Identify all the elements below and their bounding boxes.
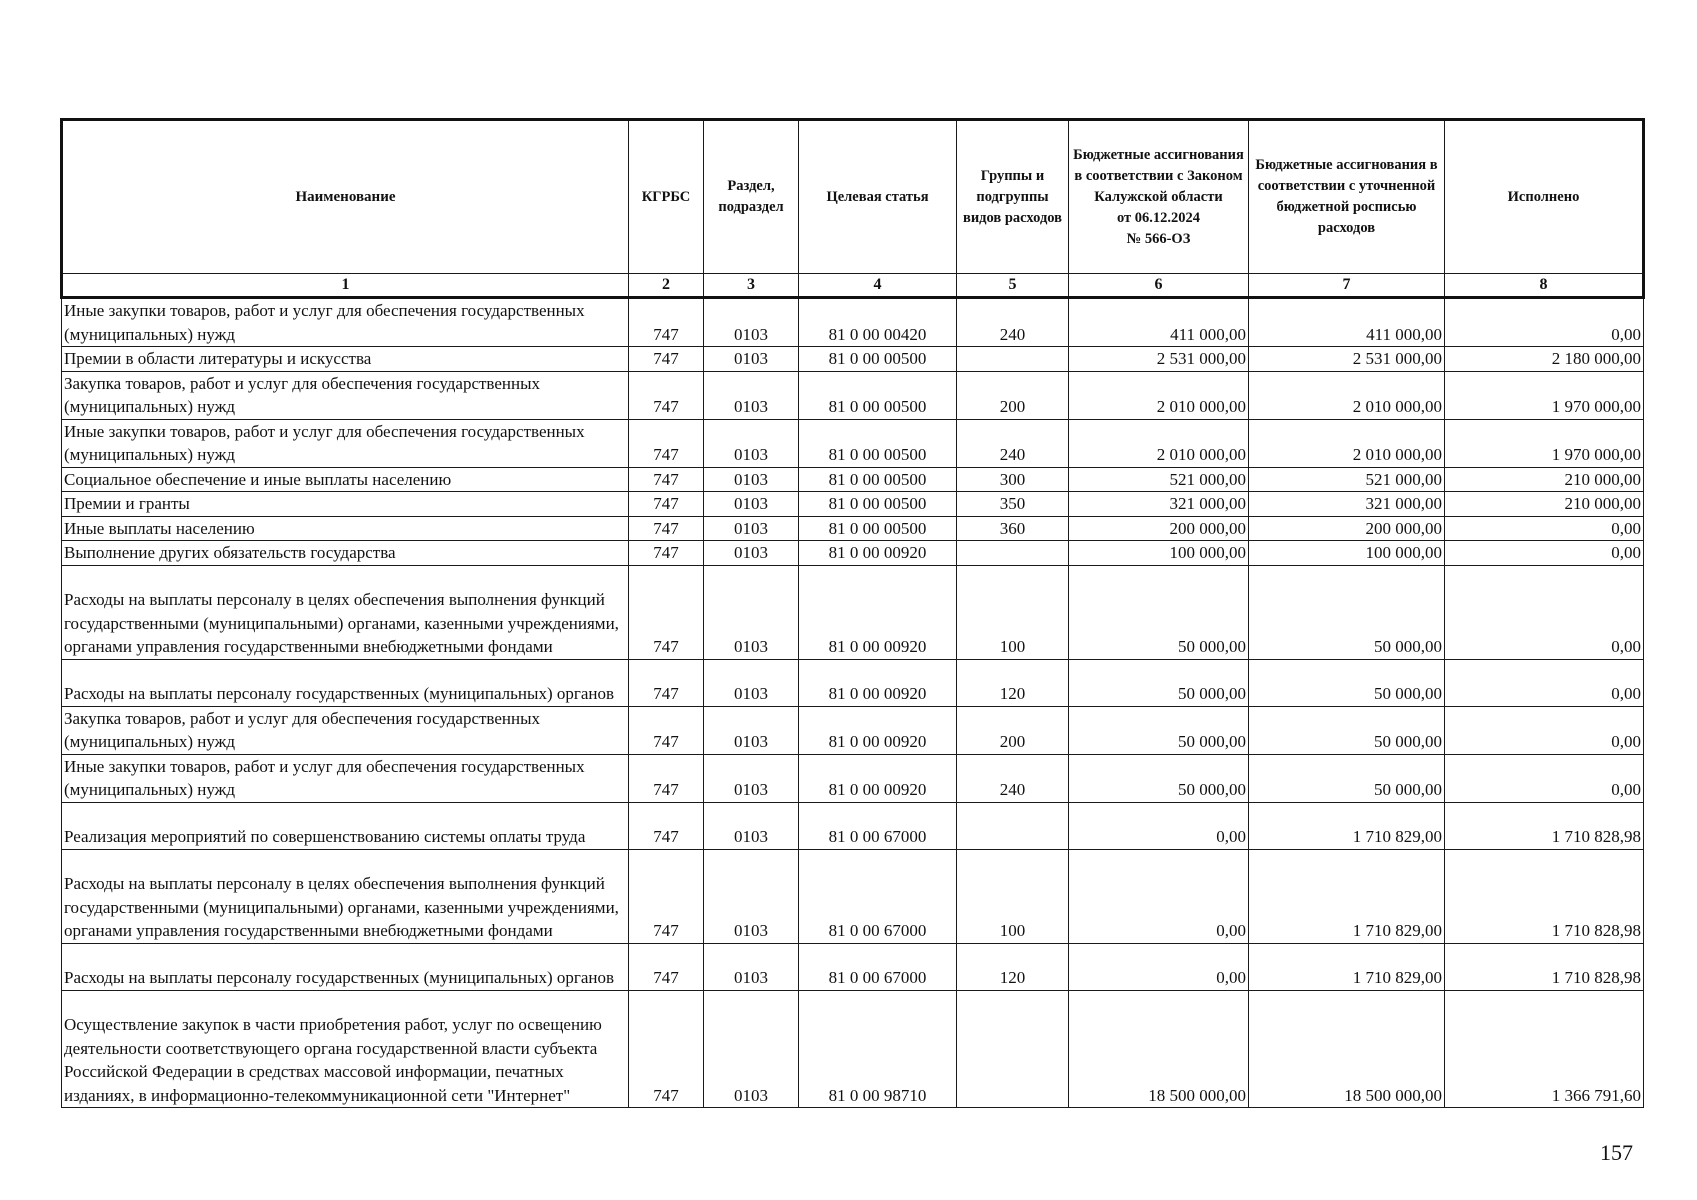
row-section: 0103 <box>704 849 799 943</box>
table-row <box>62 754 1644 802</box>
row-executed: 0,00 <box>1445 754 1644 802</box>
row-expense-group <box>957 347 1069 372</box>
row-section: 0103 <box>704 990 799 1108</box>
row-executed: 0,00 <box>1445 565 1644 659</box>
row-refined-allocation: 2 010 000,00 <box>1249 371 1445 419</box>
table-row <box>62 849 1644 943</box>
row-refined-allocation: 2 010 000,00 <box>1249 419 1445 467</box>
header-name: Наименование <box>62 120 629 274</box>
row-section: 0103 <box>704 371 799 419</box>
row-law-allocation: 50 000,00 <box>1069 754 1249 802</box>
row-kgrbs: 747 <box>629 659 704 706</box>
row-law-allocation: 100 000,00 <box>1069 541 1249 566</box>
row-expense-group: 200 <box>957 371 1069 419</box>
row-kgrbs: 747 <box>629 347 704 372</box>
table-row <box>62 802 1644 849</box>
header-row <box>62 120 1644 274</box>
row-section: 0103 <box>704 565 799 659</box>
row-name: Иные закупки товаров, работ и услуг для обеспечения государственных (муниципальных) нужд <box>62 298 629 347</box>
header-law-line-2: от 06.12.2024 <box>1116 209 1201 226</box>
row-name: Премии в области литературы и искусства <box>62 347 629 372</box>
row-executed: 1 366 791,60 <box>1445 990 1644 1108</box>
row-section: 0103 <box>704 419 799 467</box>
row-target-article: 81 0 00 00920 <box>799 541 957 566</box>
row-name: Расходы на выплаты персоналу государственных (муниципальных) органов <box>62 659 629 706</box>
column-number: 7 <box>1249 274 1445 298</box>
row-law-allocation: 18 500 000,00 <box>1069 990 1249 1108</box>
row-kgrbs: 747 <box>629 298 704 347</box>
row-name: Расходы на выплаты персоналу в целях обеспечения выполнения функций государственными (муниципальными) органами, казенными учреждениями, органами управления государственными внебюджетными фондами <box>62 565 629 659</box>
row-refined-allocation: 2 531 000,00 <box>1249 347 1445 372</box>
column-number: 8 <box>1445 274 1644 298</box>
row-expense-group: 120 <box>957 659 1069 706</box>
row-law-allocation: 50 000,00 <box>1069 565 1249 659</box>
row-target-article: 81 0 00 00420 <box>799 298 957 347</box>
row-section: 0103 <box>704 347 799 372</box>
column-number: 6 <box>1069 274 1249 298</box>
row-name: Реализация мероприятий по совершенствованию системы оплаты труда <box>62 802 629 849</box>
column-number: 4 <box>799 274 957 298</box>
header-executed: Исполнено <box>1445 120 1644 274</box>
row-executed: 0,00 <box>1445 541 1644 566</box>
row-executed: 2 180 000,00 <box>1445 347 1644 372</box>
row-target-article: 81 0 00 00500 <box>799 492 957 517</box>
row-target-article: 81 0 00 67000 <box>799 849 957 943</box>
row-executed: 1 710 828,98 <box>1445 943 1644 990</box>
row-law-allocation: 521 000,00 <box>1069 467 1249 492</box>
table-row <box>62 298 1644 347</box>
table-body <box>62 298 1644 1108</box>
row-section: 0103 <box>704 492 799 517</box>
row-section: 0103 <box>704 706 799 754</box>
row-target-article: 81 0 00 00920 <box>799 565 957 659</box>
table-header <box>62 120 1644 298</box>
row-kgrbs: 747 <box>629 541 704 566</box>
row-refined-allocation: 100 000,00 <box>1249 541 1445 566</box>
header-law-line-1: Бюджетные ассигнования в соответствии с Законом Калужской области <box>1073 146 1244 205</box>
row-refined-allocation: 200 000,00 <box>1249 516 1445 541</box>
row-refined-allocation: 1 710 829,00 <box>1249 849 1445 943</box>
row-section: 0103 <box>704 754 799 802</box>
row-section: 0103 <box>704 541 799 566</box>
header-target-article: Целевая статья <box>799 120 957 274</box>
row-refined-allocation: 18 500 000,00 <box>1249 990 1445 1108</box>
row-name: Иные закупки товаров, работ и услуг для обеспечения государственных (муниципальных) нужд <box>62 419 629 467</box>
row-executed: 0,00 <box>1445 659 1644 706</box>
row-name: Иные выплаты населению <box>62 516 629 541</box>
table-row <box>62 419 1644 467</box>
header-law-line-3: № 566-ОЗ <box>1126 230 1191 247</box>
row-refined-allocation: 1 710 829,00 <box>1249 802 1445 849</box>
row-target-article: 81 0 00 98710 <box>799 990 957 1108</box>
row-executed: 1 710 828,98 <box>1445 802 1644 849</box>
table-row <box>62 541 1644 566</box>
row-name: Закупка товаров, работ и услуг для обеспечения государственных (муниципальных) нужд <box>62 706 629 754</box>
row-target-article: 81 0 00 00920 <box>799 659 957 706</box>
row-executed: 1 710 828,98 <box>1445 849 1644 943</box>
row-name: Иные закупки товаров, работ и услуг для обеспечения государственных (муниципальных) нужд <box>62 754 629 802</box>
row-executed: 0,00 <box>1445 516 1644 541</box>
row-refined-allocation: 411 000,00 <box>1249 298 1445 347</box>
column-number: 1 <box>62 274 629 298</box>
row-executed: 210 000,00 <box>1445 492 1644 517</box>
row-expense-group: 240 <box>957 298 1069 347</box>
row-expense-group: 350 <box>957 492 1069 517</box>
table-row <box>62 565 1644 659</box>
row-kgrbs: 747 <box>629 516 704 541</box>
row-refined-allocation: 50 000,00 <box>1249 706 1445 754</box>
row-kgrbs: 747 <box>629 754 704 802</box>
row-section: 0103 <box>704 467 799 492</box>
header-refined-allocations: Бюджетные ассигнования в соответствии с уточненной бюджетной росписью расходов <box>1249 120 1445 274</box>
row-name: Премии и гранты <box>62 492 629 517</box>
row-expense-group: 100 <box>957 565 1069 659</box>
row-expense-group: 200 <box>957 706 1069 754</box>
table-row <box>62 706 1644 754</box>
row-section: 0103 <box>704 298 799 347</box>
row-executed: 210 000,00 <box>1445 467 1644 492</box>
row-target-article: 81 0 00 00500 <box>799 467 957 492</box>
row-expense-group: 120 <box>957 943 1069 990</box>
row-target-article: 81 0 00 00500 <box>799 347 957 372</box>
table-row <box>62 492 1644 517</box>
table-row <box>62 347 1644 372</box>
row-expense-group <box>957 990 1069 1108</box>
row-expense-group <box>957 541 1069 566</box>
header-expense-group: Группы и подгруппы видов расходов <box>957 120 1069 274</box>
row-target-article: 81 0 00 67000 <box>799 802 957 849</box>
row-kgrbs: 747 <box>629 371 704 419</box>
row-section: 0103 <box>704 802 799 849</box>
row-refined-allocation: 50 000,00 <box>1249 565 1445 659</box>
row-expense-group: 300 <box>957 467 1069 492</box>
row-kgrbs: 747 <box>629 467 704 492</box>
row-kgrbs: 747 <box>629 419 704 467</box>
row-refined-allocation: 521 000,00 <box>1249 467 1445 492</box>
row-name: Расходы на выплаты персоналу в целях обеспечения выполнения функций государственными (муниципальными) органами, казенными учреждениями, органами управления государственными внебюджетными фондами <box>62 849 629 943</box>
row-kgrbs: 747 <box>629 706 704 754</box>
row-refined-allocation: 321 000,00 <box>1249 492 1445 517</box>
row-law-allocation: 321 000,00 <box>1069 492 1249 517</box>
header-kgrbs: КГРБС <box>629 120 704 274</box>
column-number: 2 <box>629 274 704 298</box>
row-law-allocation: 50 000,00 <box>1069 659 1249 706</box>
row-law-allocation: 50 000,00 <box>1069 706 1249 754</box>
row-expense-group <box>957 802 1069 849</box>
row-refined-allocation: 50 000,00 <box>1249 659 1445 706</box>
table-row <box>62 516 1644 541</box>
row-target-article: 81 0 00 00920 <box>799 706 957 754</box>
row-expense-group: 240 <box>957 754 1069 802</box>
row-kgrbs: 747 <box>629 802 704 849</box>
row-expense-group: 360 <box>957 516 1069 541</box>
table-row <box>62 659 1644 706</box>
row-target-article: 81 0 00 00500 <box>799 516 957 541</box>
row-refined-allocation: 50 000,00 <box>1249 754 1445 802</box>
table-row <box>62 990 1644 1108</box>
row-name: Выполнение других обязательств государства <box>62 541 629 566</box>
row-name: Социальное обеспечение и иные выплаты населению <box>62 467 629 492</box>
row-law-allocation: 200 000,00 <box>1069 516 1249 541</box>
row-law-allocation: 2 010 000,00 <box>1069 371 1249 419</box>
row-law-allocation: 411 000,00 <box>1069 298 1249 347</box>
row-kgrbs: 747 <box>629 849 704 943</box>
column-number-row <box>62 274 1644 298</box>
row-name: Расходы на выплаты персоналу государственных (муниципальных) органов <box>62 943 629 990</box>
row-executed: 1 970 000,00 <box>1445 371 1644 419</box>
budget-table <box>60 118 1645 1108</box>
row-refined-allocation: 1 710 829,00 <box>1249 943 1445 990</box>
column-number: 5 <box>957 274 1069 298</box>
table-row <box>62 943 1644 990</box>
row-target-article: 81 0 00 67000 <box>799 943 957 990</box>
row-kgrbs: 747 <box>629 492 704 517</box>
row-law-allocation: 0,00 <box>1069 943 1249 990</box>
page-number: 157 <box>1600 1140 1633 1165</box>
row-section: 0103 <box>704 516 799 541</box>
row-section: 0103 <box>704 659 799 706</box>
header-law-allocations <box>1069 120 1249 274</box>
row-target-article: 81 0 00 00500 <box>799 371 957 419</box>
row-name: Закупка товаров, работ и услуг для обеспечения государственных (муниципальных) нужд <box>62 371 629 419</box>
row-name: Осуществление закупок в части приобретения работ, услуг по освещению деятельности соответствующего органа государственной власти субъекта Российской Федерации в средствах массовой информации, печатных изданиях, в информационно-телекоммуникационной сети "Интернет" <box>62 990 629 1108</box>
row-target-article: 81 0 00 00920 <box>799 754 957 802</box>
row-kgrbs: 747 <box>629 565 704 659</box>
row-target-article: 81 0 00 00500 <box>799 419 957 467</box>
row-kgrbs: 747 <box>629 990 704 1108</box>
row-law-allocation: 2 010 000,00 <box>1069 419 1249 467</box>
row-expense-group: 240 <box>957 419 1069 467</box>
row-kgrbs: 747 <box>629 943 704 990</box>
row-executed: 1 970 000,00 <box>1445 419 1644 467</box>
table-row <box>62 371 1644 419</box>
row-law-allocation: 0,00 <box>1069 849 1249 943</box>
row-section: 0103 <box>704 943 799 990</box>
row-executed: 0,00 <box>1445 298 1644 347</box>
row-executed: 0,00 <box>1445 706 1644 754</box>
row-law-allocation: 2 531 000,00 <box>1069 347 1249 372</box>
table-row <box>62 467 1644 492</box>
row-expense-group: 100 <box>957 849 1069 943</box>
header-section: Раздел, подраздел <box>704 120 799 274</box>
row-law-allocation: 0,00 <box>1069 802 1249 849</box>
column-number: 3 <box>704 274 799 298</box>
